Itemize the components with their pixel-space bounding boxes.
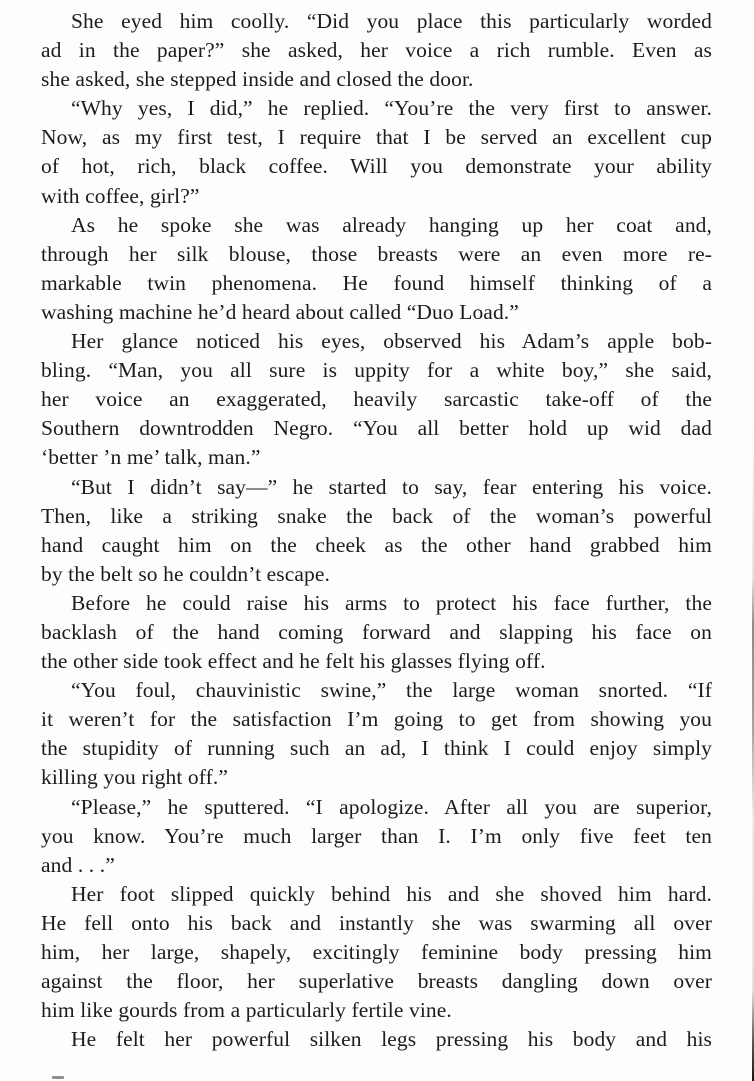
text-line: him, her large, shapely, excitingly feminine body pressing him: [41, 940, 712, 964]
text-line: and . . .”: [41, 852, 115, 877]
text-line: through her silk blouse, those breasts were an even more re-: [41, 241, 712, 266]
text-line: of hot, rich, black coffee. Will you demonstrate your ability: [41, 154, 712, 179]
paragraph: [41, 676, 712, 792]
paragraph: [41, 211, 712, 327]
text-line: “You foul, chauvinistic swine,” the large woman snorted. “If: [71, 678, 712, 703]
paragraph: [41, 327, 712, 472]
text-line: ‘better ’n me’ talk, man.”: [41, 445, 261, 470]
text-line: the stupidity of running such an ad, I think I could enjoy simply: [41, 736, 712, 761]
paragraph: [41, 473, 712, 589]
text-line: Her foot slipped quickly behind his and she shoved him hard.: [71, 881, 712, 906]
text-line: it weren’t for the satisfaction I’m going to get from showing you: [41, 707, 712, 732]
text-line: you know. You’re much larger than I. I’m only five feet ten: [41, 823, 712, 848]
text-line: washing machine he’d heard about called “Duo Load.”: [41, 299, 519, 324]
text-line: He felt her powerful silken legs pressing his body and his: [71, 1027, 712, 1052]
paragraph: [41, 1025, 712, 1054]
text-line: Southern downtrodden Negro. “You all better hold up wid dad: [41, 416, 712, 441]
text-line: markable twin phenomena. He found himself thinking of a: [41, 270, 712, 295]
paragraph: [41, 880, 712, 1025]
paragraph: [41, 7, 712, 94]
text-line: Her glance noticed his eyes, observed his Adam’s apple bob-: [71, 329, 712, 354]
text-line: Before he could raise his arms to protect his face further, the: [71, 590, 712, 615]
text-line: she asked, she stepped inside and closed the door.: [41, 67, 474, 92]
text-line: “But I didn’t say—” he started to say, fear entering his voice.: [71, 474, 712, 499]
text-line: Then, like a striking snake the back of the woman’s powerful: [41, 503, 712, 528]
paragraph: [41, 793, 712, 880]
paragraph: [41, 94, 712, 210]
text-line: her voice an exaggerated, heavily sarcastic take-off of the: [41, 387, 712, 412]
text-line: “Why yes, I did,” he replied. “You’re the very first to answer.: [71, 96, 712, 121]
scan-smudge-mark: [52, 1076, 64, 1079]
paragraph: [41, 589, 712, 676]
text-line: Now, as my first test, I require that I be served an excellent cup: [41, 125, 712, 150]
text-line: him like gourds from a particularly fertile vine.: [41, 998, 452, 1023]
text-line: killing you right off.”: [41, 765, 229, 790]
text-line: He fell onto his back and instantly she was swarming all over: [41, 910, 712, 935]
text-line: bling. “Man, you all sure is uppity for a white boy,” she said,: [41, 358, 712, 383]
text-line: with coffee, girl?”: [41, 183, 200, 208]
text-line: against the floor, her superlative breasts dangling down over: [41, 969, 712, 994]
text-line: the other side took effect and he felt his glasses flying off.: [41, 649, 546, 674]
text-line: “Please,” he sputtered. “I apologize. After all you are superior,: [71, 794, 712, 819]
text-line: ad in the paper?” she asked, her voice a rich rumble. Even as: [41, 38, 712, 63]
text-line: backlash of the hand coming forward and slapping his face on: [41, 619, 712, 644]
text-line: hand caught him on the cheek as the other hand grabbed him: [41, 532, 712, 557]
text-line: by the belt so he couldn’t escape.: [41, 561, 330, 586]
text-line: She eyed him coolly. “Did you place this particularly worded: [71, 9, 712, 33]
text-line: As he spoke she was already hanging up her coat and,: [71, 212, 712, 237]
